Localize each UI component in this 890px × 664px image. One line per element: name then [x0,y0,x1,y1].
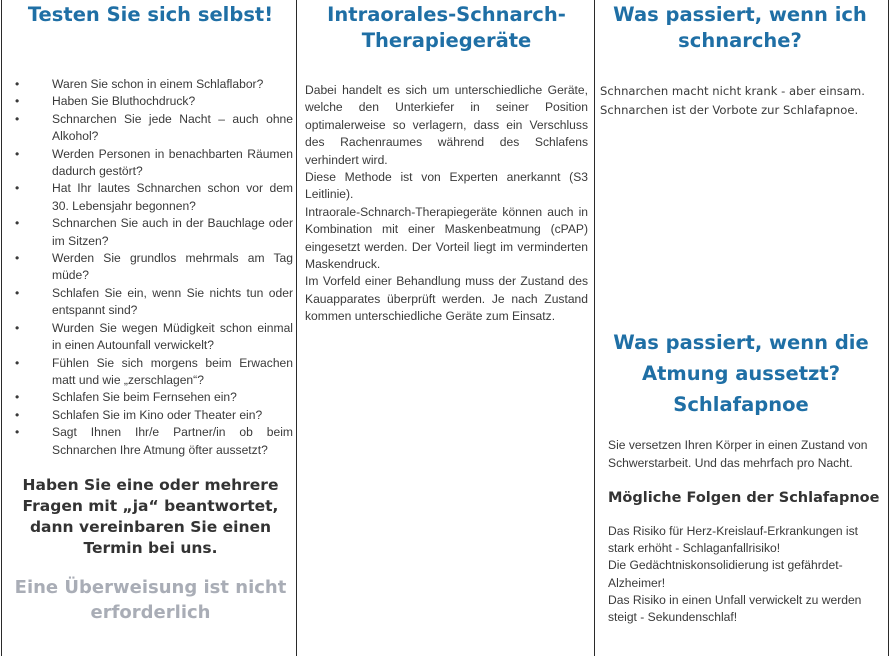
bullet-icon: • [15,285,20,300]
list-item: • Fühlen Sie sich morgens beim Erwachen matt und wie „zerschlagen“? [15,355,293,387]
question-list [8,76,293,459]
list-item: • Schlafen Sie beim Fernsehen ein? [8,389,293,406]
apnea-title-line: Was passiert, wenn die [613,331,869,354]
self-test-column [8,0,293,656]
bullet-icon: • [15,407,20,422]
list-item: • Schnarchen Sie auch in der Bauchlage oder im Sitzen? [15,216,293,248]
bullet-icon: • [15,425,20,440]
paragraph: Diese Methode ist von Experten anerkannt (S3 Leitlinie). [305,170,588,202]
divider-right [888,0,889,656]
self-test-title: Testen Sie sich selbst! [27,3,274,26]
snoring-title: Was passiert, wenn ich schnarche? [613,3,867,52]
consequence-item: Das Risiko in einen Unfall verwickelt zu werden steigt - Sekundenschlaf! [608,592,862,625]
snoring-line: Schnarchen macht nicht krank - aber einsam. [600,84,865,98]
consequence-item: Die Gedächtniskonsolidierung ist gefährdet- Alzheimer! [608,558,843,590]
list-item: • Werden Sie grundlos mehrmals am Tag müde? [15,251,293,283]
list-item: • Hat Ihr lautes Schnarchen schon vor dem 30. Lebensjahr begonnen? [15,181,293,213]
divider-1 [296,0,297,656]
list-item: • Schnarchen Sie jede Nacht – auch ohne Alkohol? [15,111,293,144]
list-item: • Werden Personen in benachbarten Räumen dadurch gestört? [15,146,293,179]
apnea-intro: Sie versetzen Ihren Körper in einen Zustand von Schwerstarbeit. Und das mehrfach pro Nacht. [608,438,868,470]
list-item: • Haben Sie Bluthochdruck? [8,93,293,110]
bullet-icon: • [15,146,20,161]
bullet-icon: • [15,111,20,126]
bullet-icon: • [15,390,20,405]
bullet-icon: • [15,251,20,266]
list-item: • Wurden Sie wegen Müdigkeit schon einmal in einen Autounfall verwickelt? [15,320,293,353]
referral-note: Eine Überweisung ist nicht erforderlich [14,576,287,623]
bullet-icon: • [15,181,20,196]
bullet-icon: • [15,320,20,335]
consequence-item: Das Risiko für Herz-Kreislauf-Erkrankungen ist stark erhöht - Schlaganfallrisiko! [608,524,859,556]
snoring-text [600,82,880,119]
divider-2 [594,0,595,656]
list-item: • Waren Sie schon in einem Schlaflabor? [8,76,293,93]
list-item: • Schlafen Sie ein, wenn Sie nichts tun oder entspannt sind? [15,285,293,318]
bullet-icon: • [15,355,20,370]
paragraph: Im Vorfeld einer Behandlung muss der Zustand des Kauapparates überprüft werden. Je nach Zustand kommen unterschiedliche Geräte zum Einsatz. [305,274,588,324]
apnea-heading [600,327,882,420]
consequences-heading: Mögliche Folgen der Schlafapnoe [608,490,880,506]
consequences-list [608,523,874,626]
bullet-icon: • [15,216,20,231]
list-item: • Sagt Ihnen Ihr/e Partner/in ob beim Schnarchen Ihre Atmung öfter aussetzt? [15,425,293,457]
list-item: • Schlafen Sie im Kino oder Theater ein? [8,407,293,424]
device-column [305,0,588,656]
snoring-line: Schnarchen ist der Vorbote zur Schlafapnoe. [600,102,859,117]
apnea-title-line: Atmung aussetzt? [641,362,841,385]
appointment-call-to-action: Haben Sie eine oder mehrere Fragen mit „ja“ beantwortet, dann vereinbaren Sie einen Termin bei uns. [22,475,279,557]
bullet-icon: • [15,94,20,109]
paragraph: Dabei handelt es sich um unterschiedliche Geräte, welche den Unterkiefer in seiner Position optimalerweise so verlagern, dass ein Verschluss des Rachenraumes während des Schlafens verhindert wird. [305,83,588,167]
device-title: Intraorales-Schnarch-Therapiegeräte [327,3,566,52]
apnea-title-line: Schlafapnoe [673,393,809,416]
divider-left [1,0,2,656]
paragraph: Intraorale-Schnarch-Therapiegeräte können auch in Kombination mit einer Maskenbeatmung (cPAP) eingesetzt werden. Der Vorteil liegt im verminderten Maskendruck. [305,204,588,272]
bullet-icon: • [15,77,20,91]
device-body [305,82,588,326]
